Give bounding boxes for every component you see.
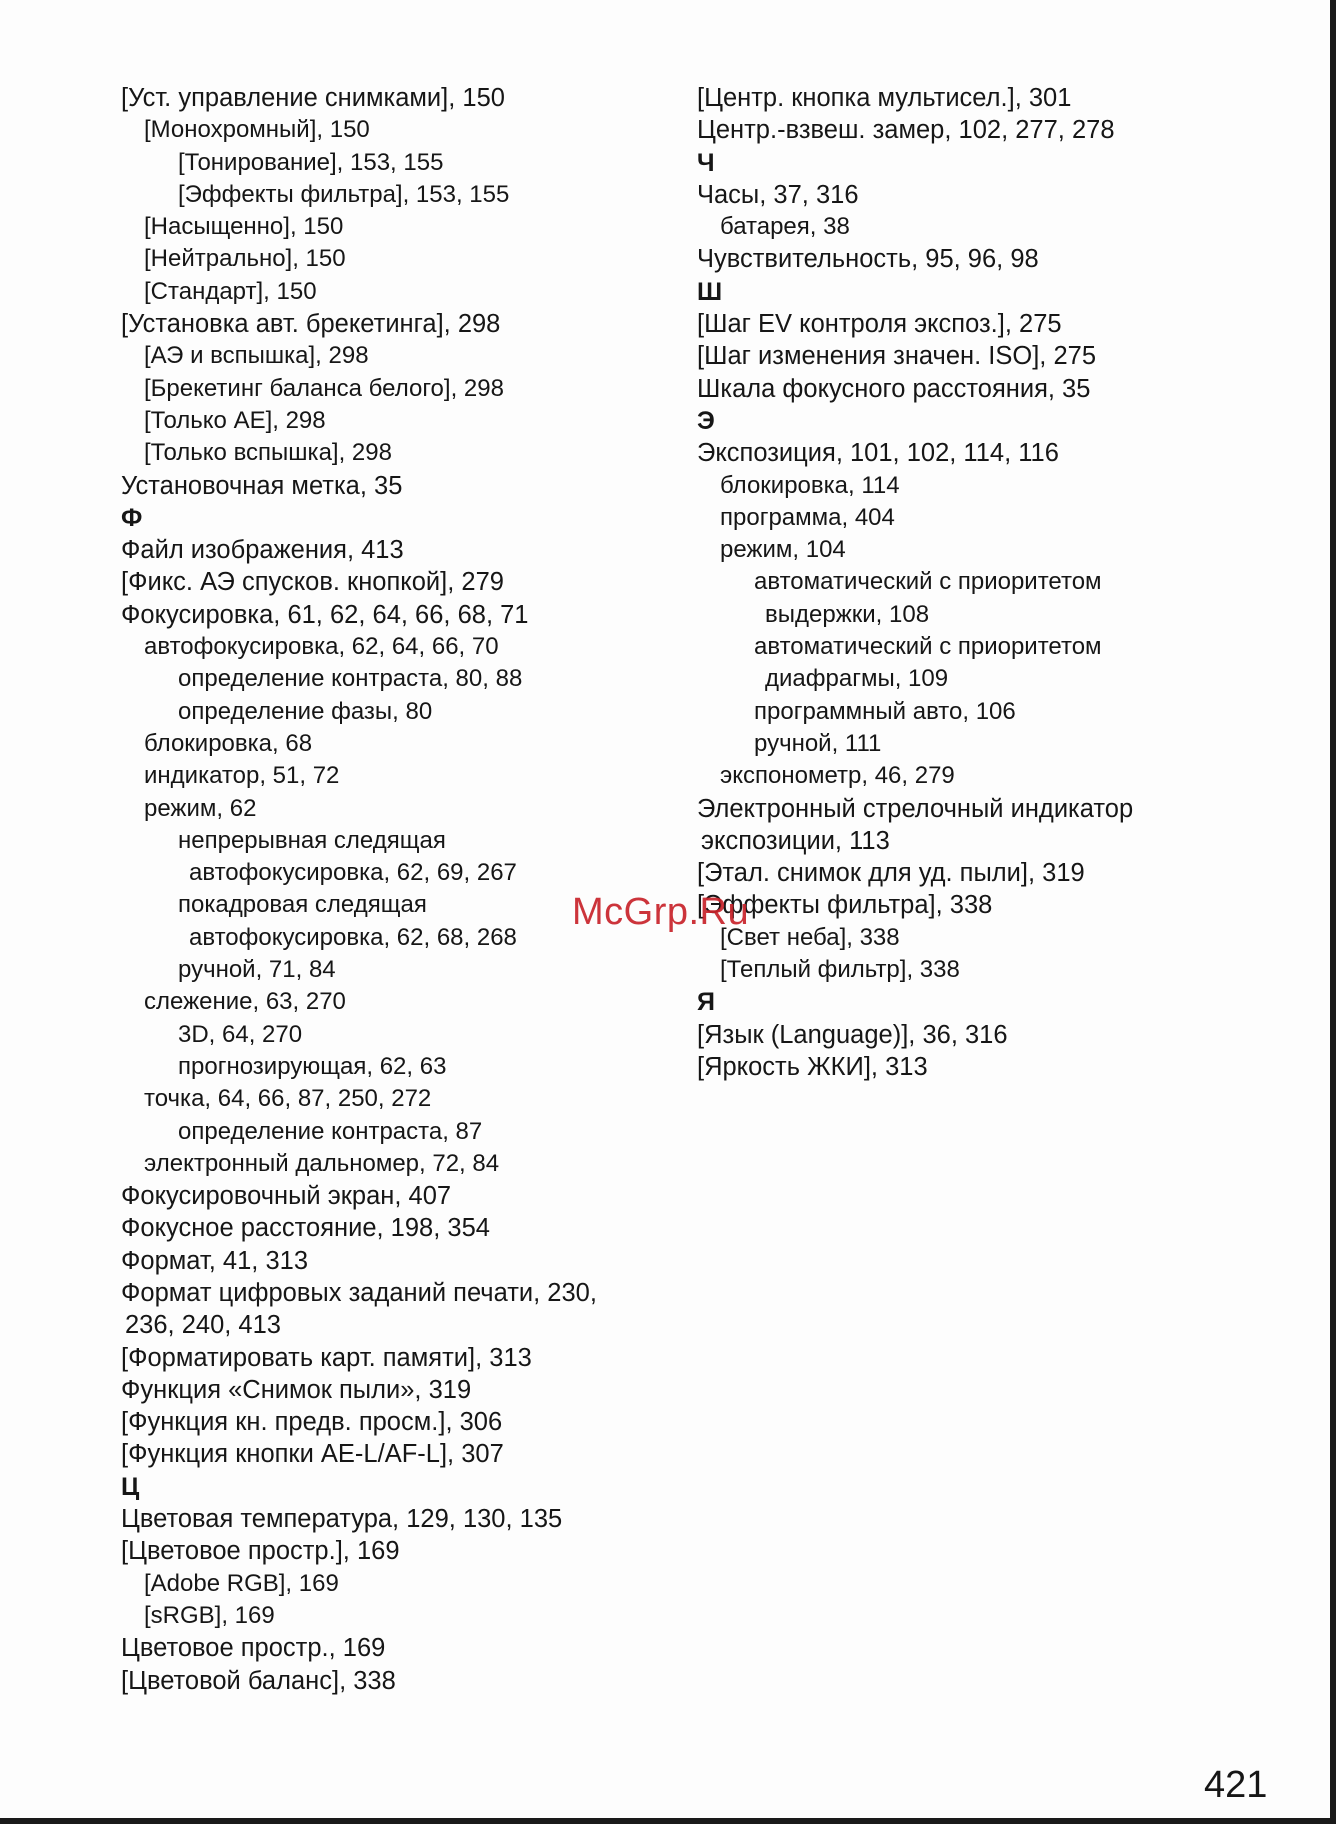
index-subsubentry: прогнозирующая, 62, 63 bbox=[178, 1052, 447, 1080]
index-subentry: режим, 62 bbox=[144, 794, 257, 822]
index-subentry: блокировка, 114 bbox=[720, 471, 900, 499]
index-subentry: точка, 64, 66, 87, 250, 272 bbox=[144, 1085, 432, 1113]
index-entry: Центр.-взвеш. замер, 102, 277, 278 bbox=[697, 116, 1115, 145]
index-letter-heading: Ш bbox=[697, 277, 723, 306]
index-entry: Часы, 37, 316 bbox=[697, 180, 859, 209]
index-entry: [Функция кнопки AE-L/AF-L], 307 bbox=[121, 1440, 504, 1469]
index-subentry: электронный дальномер, 72, 84 bbox=[144, 1149, 500, 1177]
page-edge-bottom bbox=[0, 1818, 1336, 1824]
index-subentry: блокировка, 68 bbox=[144, 729, 313, 757]
index-subentry: батарея, 38 bbox=[720, 213, 850, 241]
index-subentry: [Брекетинг баланса белого], 298 bbox=[144, 374, 504, 402]
index-subsubentry: программный авто, 106 bbox=[754, 697, 1016, 725]
index-subentry: [Только вспышка], 298 bbox=[144, 439, 392, 467]
index-subsubentry: ручной, 71, 84 bbox=[178, 956, 336, 984]
index-entry: Электронный стрелочный индикатор bbox=[697, 794, 1134, 823]
index-subsubentry: автоматический с приоритетом bbox=[754, 568, 1102, 596]
index-subentry: [Насыщенно], 150 bbox=[144, 213, 344, 241]
index-subentry: режим, 104 bbox=[720, 536, 846, 564]
index-subsubentry-continuation: автофокусировка, 62, 68, 268 bbox=[189, 923, 517, 951]
index-entry-continuation: 236, 240, 413 bbox=[125, 1311, 281, 1340]
index-letter-heading: Э bbox=[697, 406, 715, 435]
index-entry: Шкала фокусного расстояния, 35 bbox=[697, 374, 1091, 403]
index-entry: [Язык (Language)], 36, 316 bbox=[697, 1020, 1008, 1049]
index-entry: [Яркость ЖКИ], 313 bbox=[697, 1052, 928, 1081]
index-entry: [Шаг изменения значен. ISO], 275 bbox=[697, 342, 1096, 371]
index-subentry: [Adobe RGB], 169 bbox=[144, 1569, 339, 1597]
index-entry: Фокусировочный экран, 407 bbox=[121, 1182, 452, 1211]
index-subentry: [Нейтрально], 150 bbox=[144, 245, 346, 273]
index-entry: [Эффекты фильтра], 338 bbox=[697, 891, 993, 920]
page-edge-right bbox=[1330, 0, 1336, 1824]
index-entry: [Этал. снимок для уд. пыли], 319 bbox=[697, 859, 1085, 888]
index-entry: [Фикс. АЭ спусков. кнопкой], 279 bbox=[121, 568, 504, 597]
index-subsubentry: 3D, 64, 270 bbox=[178, 1020, 303, 1048]
index-subentry: автофокусировка, 62, 64, 66, 70 bbox=[144, 633, 499, 661]
index-entry-continuation: экспозиции, 113 bbox=[701, 826, 890, 855]
index-subsubentry: определение фазы, 80 bbox=[178, 697, 433, 725]
index-letter-heading: Ф bbox=[121, 503, 143, 532]
index-entry: Фокусное расстояние, 198, 354 bbox=[121, 1214, 490, 1243]
index-subsubentry: автоматический с приоритетом bbox=[754, 633, 1102, 661]
index-subentry: [АЭ и вспышка], 298 bbox=[144, 342, 369, 370]
index-subentry: [Теплый фильтр], 338 bbox=[720, 956, 960, 984]
index-entry: Цветовое простр., 169 bbox=[121, 1634, 386, 1663]
index-entry: Экспозиция, 101, 102, 114, 116 bbox=[697, 439, 1059, 468]
index-subentry: [Стандарт], 150 bbox=[144, 277, 317, 305]
index-subentry: [Свет неба], 338 bbox=[720, 923, 900, 951]
index-subsubentry-continuation: автофокусировка, 62, 69, 267 bbox=[189, 859, 517, 887]
index-letter-heading: Я bbox=[697, 988, 715, 1017]
index-subentry: слежение, 63, 270 bbox=[144, 988, 346, 1016]
index-column-right bbox=[697, 82, 1257, 1083]
index-entry: [Цветовое простр.], 169 bbox=[121, 1537, 400, 1566]
index-entry: Файл изображения, 413 bbox=[121, 536, 404, 565]
index-entry: [Уст. управление снимками], 150 bbox=[121, 84, 505, 112]
index-entry: Чувствительность, 95, 96, 98 bbox=[697, 245, 1039, 274]
index-subsubentry: непрерывная следящая bbox=[178, 826, 446, 854]
index-subsubentry: [Тонирование], 153, 155 bbox=[178, 148, 444, 176]
index-entry: Формат, 41, 313 bbox=[121, 1246, 309, 1275]
index-entry: [Форматировать карт. памяти], 313 bbox=[121, 1343, 532, 1372]
index-subsubentry: определение контраста, 87 bbox=[178, 1117, 483, 1145]
index-entry: Установочная метка, 35 bbox=[121, 471, 403, 500]
index-entry: [Установка авт. брекетинга], 298 bbox=[121, 310, 501, 339]
index-subentry: программа, 404 bbox=[720, 503, 895, 531]
index-subentry: экспонометр, 46, 279 bbox=[720, 762, 955, 790]
index-letter-heading: Ц bbox=[121, 1472, 140, 1501]
index-entry: Функция «Снимок пыли», 319 bbox=[121, 1375, 472, 1404]
index-entry: Фокусировка, 61, 62, 64, 66, 68, 71 bbox=[121, 600, 529, 629]
index-column-left bbox=[121, 82, 681, 1697]
index-entry: Цветовая температура, 129, 130, 135 bbox=[121, 1505, 563, 1534]
index-entry: [Центр. кнопка мультисел.], 301 bbox=[697, 84, 1072, 112]
index-entry: [Функция кн. предв. просм.], 306 bbox=[121, 1408, 503, 1437]
index-entry: [Цветовой баланс], 338 bbox=[121, 1666, 396, 1695]
index-subentry: [Только AE], 298 bbox=[144, 406, 326, 434]
index-subentry: индикатор, 51, 72 bbox=[144, 762, 340, 790]
watermark: McGrp.Ru bbox=[572, 891, 750, 933]
index-entry: Формат цифровых заданий печати, 230, bbox=[121, 1278, 597, 1307]
index-subsubentry: покадровая следящая bbox=[178, 891, 427, 919]
index-letter-heading: Ч bbox=[697, 148, 715, 177]
index-entry: [Шаг EV контроля экспоз.], 275 bbox=[697, 310, 1062, 339]
index-subsubentry-continuation: диафрагмы, 109 bbox=[765, 665, 949, 693]
index-subsubentry: ручной, 111 bbox=[754, 729, 882, 757]
index-subsubentry: [Эффекты фильтра], 153, 155 bbox=[178, 180, 510, 208]
index-subsubentry: определение контраста, 80, 88 bbox=[178, 665, 523, 693]
index-subentry: [Монохромный], 150 bbox=[144, 116, 370, 144]
index-subentry: [sRGB], 169 bbox=[144, 1601, 275, 1629]
page-number: 421 bbox=[1204, 1764, 1268, 1806]
index-subsubentry-continuation: выдержки, 108 bbox=[765, 600, 930, 628]
